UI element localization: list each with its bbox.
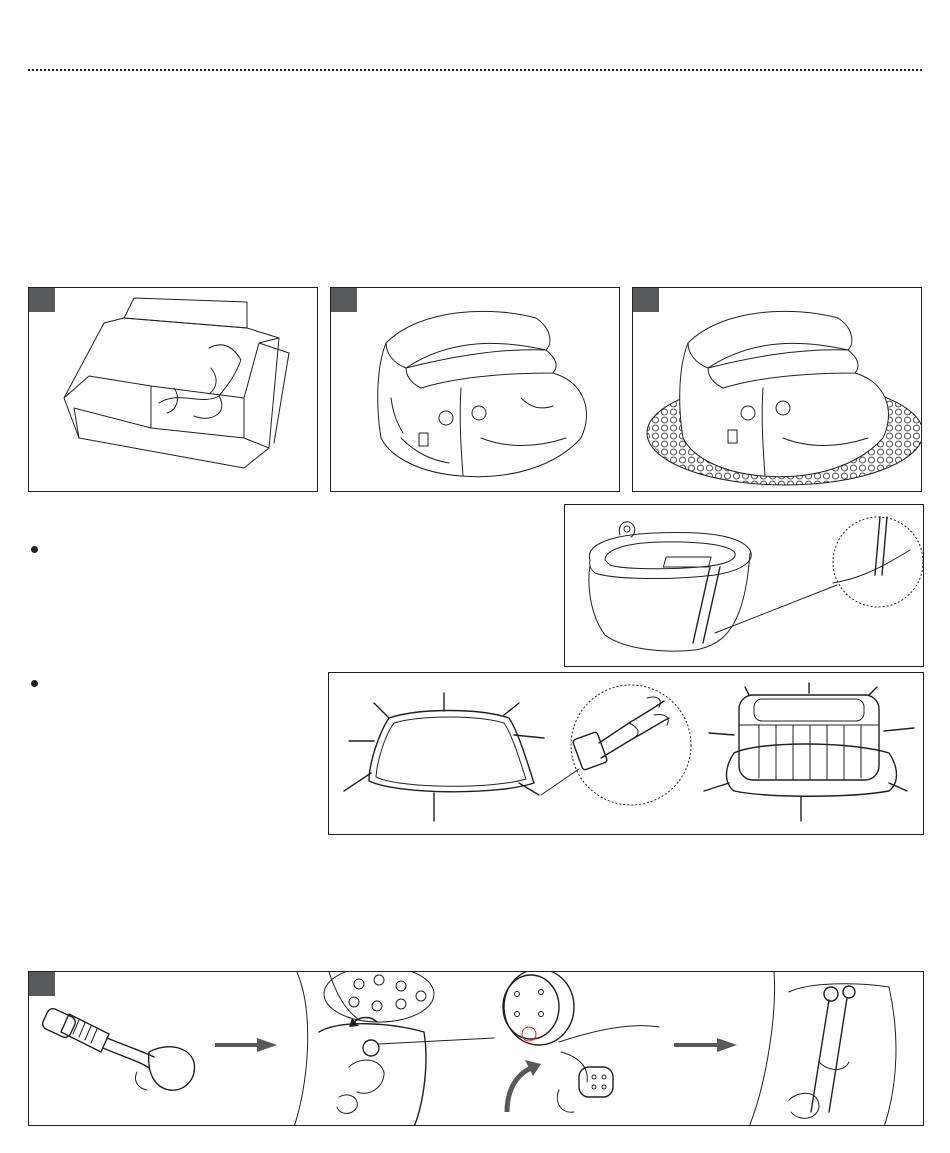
step-badge: [29, 972, 55, 996]
step-badge: [633, 288, 659, 312]
figure-spa-on-mat-panel: [632, 287, 922, 492]
connected-cable-icon: [749, 972, 896, 1126]
ground-sheet-straps-icon: [329, 673, 924, 835]
step-badge: [29, 288, 55, 312]
spa-on-floor-mat-icon: [633, 288, 922, 492]
list-bullet: [31, 680, 38, 687]
figure-ground-sheet-panel: [328, 672, 924, 835]
spa-port-icon: [294, 972, 494, 1126]
spa-strap-icon: [565, 505, 924, 667]
figure-spa-unfolded-panel: [330, 287, 620, 492]
plug-with-cap-icon: [41, 1007, 195, 1091]
figure-unbox-panel: [28, 287, 318, 492]
figure-strap-detail-panel: [564, 504, 924, 667]
figure-connector-panel: [28, 971, 924, 1126]
deflated-spa-icon: [331, 288, 620, 492]
power-connector-icon: [29, 972, 924, 1126]
list-bullet: [31, 546, 38, 553]
socket-face-icon: [503, 972, 659, 1112]
step-badge: [331, 288, 357, 312]
header-divider: [28, 69, 922, 71]
cardboard-box-icon: [29, 288, 318, 492]
